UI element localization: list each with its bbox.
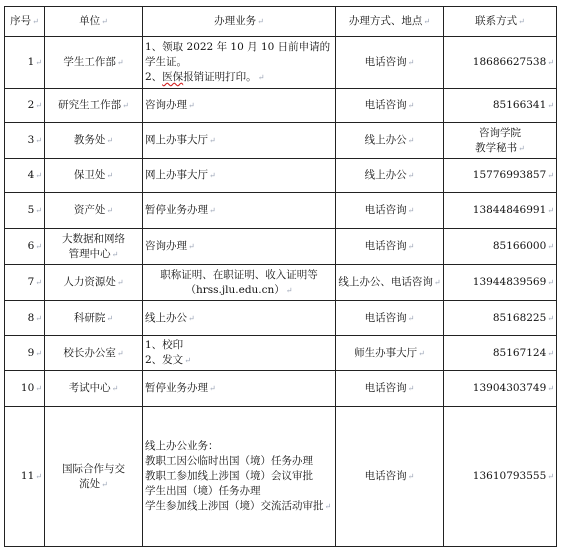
- cell-task-line: 线上办公业务：: [145, 440, 219, 452]
- cell-method: [336, 229, 444, 265]
- cell-unit-line: 教务处↵: [73, 134, 114, 146]
- spellcheck-underline: 医保: [162, 71, 184, 83]
- cell-method: [336, 265, 444, 301]
- cell-task-line: （hrss.jlu.edu.cn）↵: [185, 283, 293, 296]
- cell-unit: [45, 193, 143, 229]
- paragraph-mark: ↵: [116, 278, 124, 287]
- paragraph-mark: ↵: [547, 171, 554, 180]
- table-header-row: [5, 7, 557, 37]
- cell-task-line: 咨询办理↵: [145, 99, 195, 111]
- paragraph-mark: ↵: [35, 242, 42, 251]
- cell-index: 5↵: [5, 193, 45, 229]
- paragraph-mark: ↵: [35, 313, 42, 323]
- cell-contact: [444, 229, 557, 265]
- paragraph-mark: ↵: [547, 313, 554, 323]
- table-row: [5, 193, 557, 229]
- paragraph-mark: ↵: [433, 278, 441, 287]
- paragraph-mark: ↵: [122, 101, 129, 110]
- paragraph-mark: ↵: [35, 171, 42, 180]
- paragraph-mark: ↵: [547, 101, 554, 110]
- cell-unit-line: 校长办公室↵: [63, 346, 124, 359]
- cell-method: [336, 89, 444, 123]
- table-row: [5, 229, 557, 265]
- cell-unit: [45, 336, 143, 371]
- cell-contact: [444, 159, 557, 193]
- cell-index: 7↵: [5, 265, 45, 301]
- cell-unit: [45, 229, 143, 265]
- cell-contact: [444, 123, 557, 159]
- paragraph-mark: ↵: [188, 313, 195, 323]
- table-row: [5, 89, 557, 123]
- paragraph-mark: ↵: [35, 348, 42, 358]
- paragraph-mark: ↵: [106, 313, 114, 323]
- paragraph-mark: ↵: [35, 136, 42, 145]
- cell-unit-line: 大数据和网络: [62, 232, 125, 245]
- paragraph-mark: ↵: [35, 101, 42, 110]
- paragraph-mark: ↵: [184, 356, 191, 365]
- cell-method-line: 电话咨询↵: [364, 382, 415, 394]
- paragraph-mark: ↵: [106, 206, 114, 215]
- cell-contact-line: 85166341↵: [492, 99, 554, 111]
- header-unit: 单位↵: [45, 7, 143, 37]
- cell-task-line: 2、医保报销证明打印。↵: [145, 71, 265, 83]
- cell-contact-line: 13844846991↵: [472, 204, 554, 216]
- cell-unit-line: 研究生工作部↵: [58, 99, 129, 111]
- table-row: [5, 407, 557, 547]
- cell-method: [336, 371, 444, 407]
- cell-method: [336, 193, 444, 229]
- cell-unit-line: 科研院↵: [73, 311, 114, 324]
- cell-contact: [444, 301, 557, 336]
- cell-method-line: 师生办事大厅↵: [354, 346, 425, 359]
- header-task: 办理业务↵: [143, 7, 336, 37]
- paragraph-mark: ↵: [407, 136, 415, 145]
- cell-contact-line: 85166000↵: [492, 240, 554, 252]
- cell-task-line: 1、校印: [145, 339, 184, 351]
- cell-task: [143, 229, 336, 265]
- paragraph-mark: ↵: [547, 348, 554, 358]
- cell-contact-line: 13904303749↵: [472, 382, 554, 394]
- cell-contact: [444, 37, 557, 89]
- cell-index: 1↵: [5, 37, 45, 89]
- cell-unit-line: 资产处↵: [73, 204, 114, 216]
- paragraph-mark: ↵: [209, 384, 216, 393]
- table-row: [5, 336, 557, 371]
- cell-task-line: 网上办事大厅↵: [145, 169, 216, 181]
- cell-task-line: 职称证明、在职证明、收入证明等: [160, 268, 318, 281]
- cell-contact: [444, 371, 557, 407]
- cell-method-line: 电话咨询↵: [364, 240, 415, 252]
- cell-contact-line: 85167124↵: [492, 346, 554, 359]
- cell-method: [336, 123, 444, 159]
- paragraph-mark: ↵: [111, 384, 119, 393]
- cell-method-line: 电话咨询↵: [364, 204, 415, 216]
- table-row: [5, 37, 557, 89]
- paragraph-mark: ↵: [106, 136, 114, 145]
- paragraph-mark: ↵: [547, 242, 554, 251]
- cell-method-line: 电话咨询↵: [364, 470, 415, 482]
- paragraph-mark: ↵: [116, 58, 124, 67]
- paragraph-mark: ↵: [188, 101, 195, 110]
- paragraph-mark: ↵: [324, 502, 332, 511]
- cell-task-line: 线上办公↵: [145, 311, 195, 324]
- cell-task-line: 学生出国（境）任务办理: [145, 485, 261, 497]
- cell-unit-line: 管理中心↵: [68, 247, 119, 260]
- cell-unit: [45, 407, 143, 547]
- cell-task: [143, 123, 336, 159]
- paragraph-mark: ↵: [257, 73, 265, 82]
- cell-index: 8↵: [5, 301, 45, 336]
- header-method: 办理方式、地点↵: [336, 7, 444, 37]
- cell-unit-line: 流处↵: [79, 477, 108, 490]
- paragraph-mark: ↵: [418, 348, 425, 358]
- paragraph-mark: ↵: [407, 171, 415, 180]
- cell-contact-line: 85168225↵: [492, 311, 554, 324]
- paragraph-mark: ↵: [285, 285, 293, 295]
- cell-index: 10↵: [5, 371, 45, 407]
- cell-task-line: 学生参加线上涉国（境）交流活动审批↵: [145, 500, 332, 512]
- paragraph-mark: ↵: [209, 171, 216, 180]
- cell-contact-line: 13610793555↵: [472, 470, 554, 482]
- paragraph-mark: ↵: [407, 313, 415, 323]
- paragraph-mark: ↵: [101, 479, 108, 489]
- cell-unit-line: 人力资源处↵: [63, 276, 124, 288]
- cell-contact-line: 15776993857↵: [472, 169, 554, 181]
- paragraph-mark: ↵: [547, 278, 554, 287]
- cell-unit-line: 保卫处↵: [73, 169, 114, 181]
- cell-method-line: 线上办公、电话咨询↵: [338, 276, 441, 288]
- cell-task-line: 暂停业务办理↵: [145, 204, 216, 216]
- cell-task-line: 2、发文↵: [145, 354, 191, 366]
- table-row: [5, 301, 557, 336]
- cell-unit-line: 学生工作部↵: [63, 56, 124, 68]
- cell-task-line: 咨询办理↵: [145, 240, 195, 252]
- paragraph-mark: ↵: [116, 348, 124, 358]
- cell-method-line: 线上办公↵: [364, 134, 415, 146]
- paragraph-mark: ↵: [35, 384, 42, 393]
- cell-task-line: 教职工参加线上涉国（境）会议审批: [145, 470, 313, 482]
- cell-task: [143, 89, 336, 123]
- cell-method-line: 电话咨询↵: [364, 56, 415, 68]
- cell-method-line: 电话咨询↵: [364, 311, 415, 324]
- cell-contact: [444, 265, 557, 301]
- cell-method: [336, 407, 444, 547]
- paragraph-mark: ↵: [547, 58, 554, 67]
- cell-unit: [45, 371, 143, 407]
- paragraph-mark: ↵: [111, 249, 119, 259]
- cell-task: [143, 407, 336, 547]
- cell-contact: [444, 336, 557, 371]
- cell-contact: [444, 89, 557, 123]
- paragraph-mark: ↵: [35, 472, 42, 481]
- cell-task: [143, 159, 336, 193]
- cell-contact: [444, 407, 557, 547]
- cell-task-line: 教职工因公临时出国（境）任务办理: [145, 455, 313, 467]
- cell-method: [336, 336, 444, 371]
- cell-index: 3↵: [5, 123, 45, 159]
- paragraph-mark: ↵: [209, 136, 216, 145]
- paragraph-mark: ↵: [407, 206, 415, 215]
- cell-index: 9↵: [5, 336, 45, 371]
- paragraph-mark: ↵: [407, 472, 415, 481]
- cell-index: 6↵: [5, 229, 45, 265]
- cell-task-line: 1、领取 2022 年 10 月 10 日前申请的学生证。: [145, 41, 331, 68]
- cell-unit: [45, 37, 143, 89]
- paragraph-mark: ↵: [407, 58, 415, 67]
- cell-unit-line: 考试中心↵: [68, 382, 119, 394]
- cell-unit-line: 国际合作与交: [62, 462, 125, 475]
- paragraph-mark: ↵: [35, 278, 42, 287]
- paragraph-mark: ↵: [35, 58, 42, 67]
- cell-task: [143, 301, 336, 336]
- cell-method: [336, 301, 444, 336]
- cell-contact-line: 13944839569↵: [472, 276, 554, 288]
- cell-unit: [45, 89, 143, 123]
- table-row: [5, 159, 557, 193]
- cell-method: [336, 37, 444, 89]
- cell-index: 11↵: [5, 407, 45, 547]
- paragraph-mark: ↵: [209, 206, 216, 215]
- cell-contact-line: 18686627538↵: [472, 56, 554, 68]
- paragraph-mark: ↵: [547, 472, 554, 481]
- table-row: [5, 371, 557, 407]
- header-index: 序号↵: [5, 7, 45, 37]
- cell-task-line: 暂停业务办理↵: [145, 382, 216, 394]
- header-contact: 联系方式↵: [444, 7, 557, 37]
- cell-unit: [45, 123, 143, 159]
- paragraph-mark: ↵: [407, 384, 415, 393]
- paragraph-mark: ↵: [35, 206, 42, 215]
- cell-index: 4↵: [5, 159, 45, 193]
- paragraph-mark: ↵: [407, 242, 415, 251]
- cell-task: [143, 371, 336, 407]
- cell-task: [143, 37, 336, 89]
- table-row: [5, 265, 557, 301]
- table-row: [5, 123, 557, 159]
- paragraph-mark: ↵: [547, 206, 554, 215]
- cell-task: [143, 265, 336, 301]
- cell-task-line: 网上办事大厅↵: [145, 134, 216, 146]
- paragraph-mark: ↵: [518, 143, 525, 153]
- cell-unit: [45, 301, 143, 336]
- office-services-table: [4, 6, 557, 547]
- paragraph-mark: ↵: [106, 171, 114, 180]
- paragraph-mark: ↵: [547, 384, 554, 393]
- cell-contact-line: 教学秘书↵: [475, 141, 525, 154]
- paragraph-mark: ↵: [407, 101, 415, 110]
- cell-method: [336, 159, 444, 193]
- cell-task: [143, 336, 336, 371]
- cell-contact: [444, 193, 557, 229]
- cell-task: [143, 193, 336, 229]
- cell-index: 2↵: [5, 89, 45, 123]
- cell-method-line: 电话咨询↵: [364, 99, 415, 111]
- cell-contact-line: 咨询学院: [479, 126, 521, 139]
- cell-unit: [45, 265, 143, 301]
- paragraph-mark: ↵: [188, 242, 195, 251]
- cell-method-line: 线上办公↵: [364, 169, 415, 181]
- cell-unit: [45, 159, 143, 193]
